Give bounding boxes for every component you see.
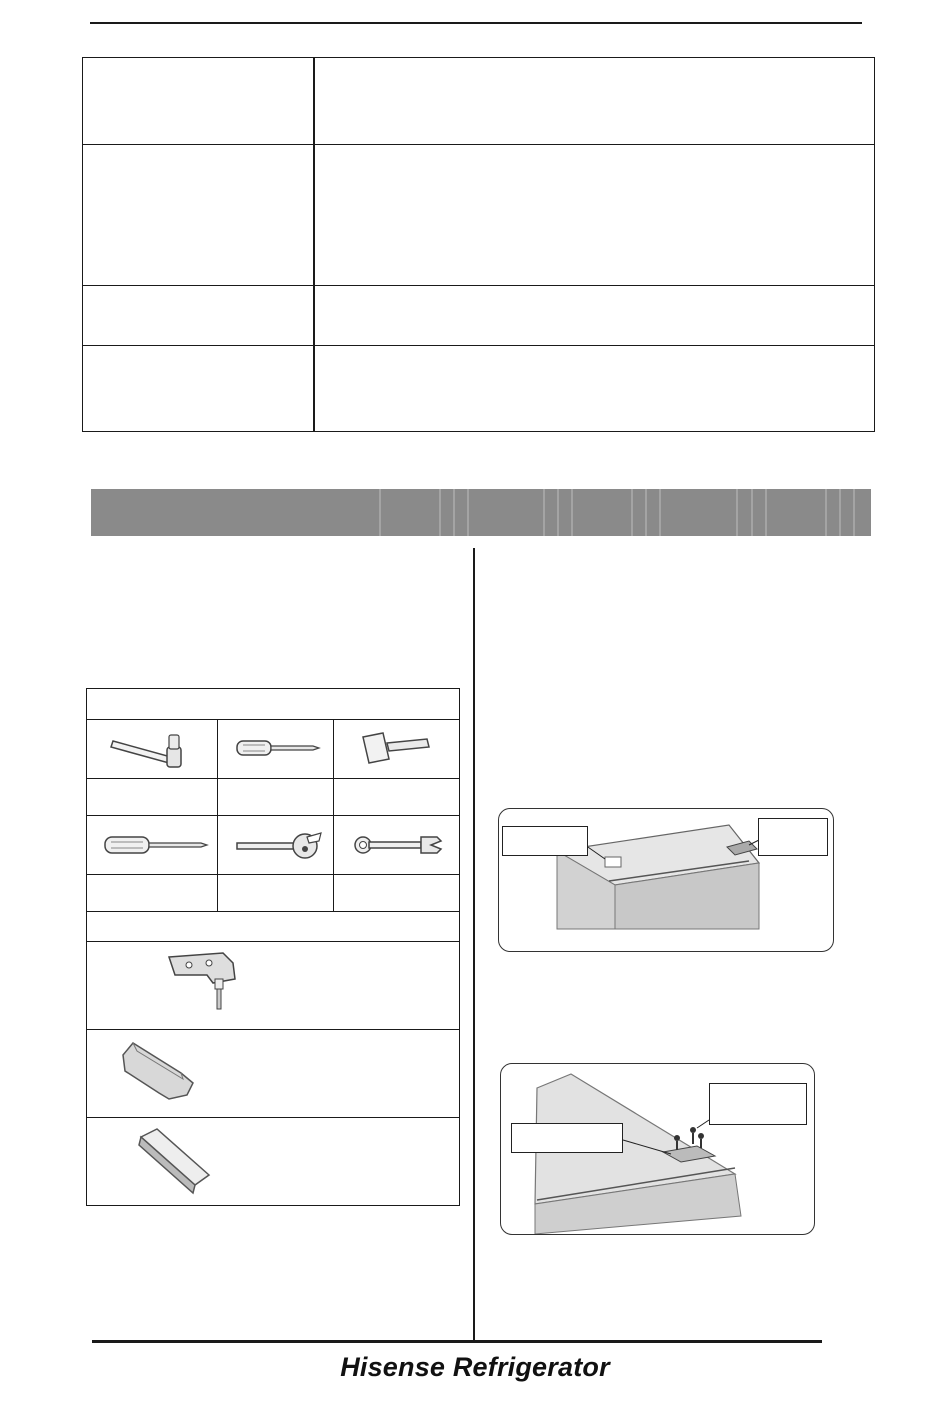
figure-hinge-screws — [500, 1063, 815, 1235]
flat-screwdriver-icon — [233, 733, 323, 763]
specs-row — [83, 58, 874, 145]
footer-rule — [92, 1340, 822, 1343]
socket-wrench-icon — [107, 727, 207, 771]
adjustable-wrench-icon — [233, 827, 327, 863]
section-banner — [91, 489, 871, 536]
hinge-cover-icon — [117, 1037, 207, 1107]
specs-row — [83, 285, 874, 346]
phillips-screwdriver-icon — [101, 829, 211, 861]
combination-wrench-icon — [351, 827, 445, 863]
header-rule — [90, 22, 862, 24]
figure2-callout-left — [511, 1123, 623, 1153]
figure1-callout-left — [502, 826, 588, 856]
putty-knife-icon — [357, 729, 437, 769]
specs-row — [83, 345, 874, 431]
figure1-callout-right — [758, 818, 828, 856]
specs-table — [82, 57, 875, 432]
figure2-callout-right — [709, 1083, 807, 1125]
brand-logo-text: Hisense Refrigerator — [340, 1352, 610, 1382]
specs-row — [83, 144, 874, 286]
cover-plate-icon — [135, 1125, 215, 1205]
column-divider — [473, 548, 475, 1340]
hinge-bracket-icon — [163, 949, 253, 1019]
tools-table — [86, 688, 460, 1206]
figure-hinge-cover-top — [498, 808, 834, 952]
